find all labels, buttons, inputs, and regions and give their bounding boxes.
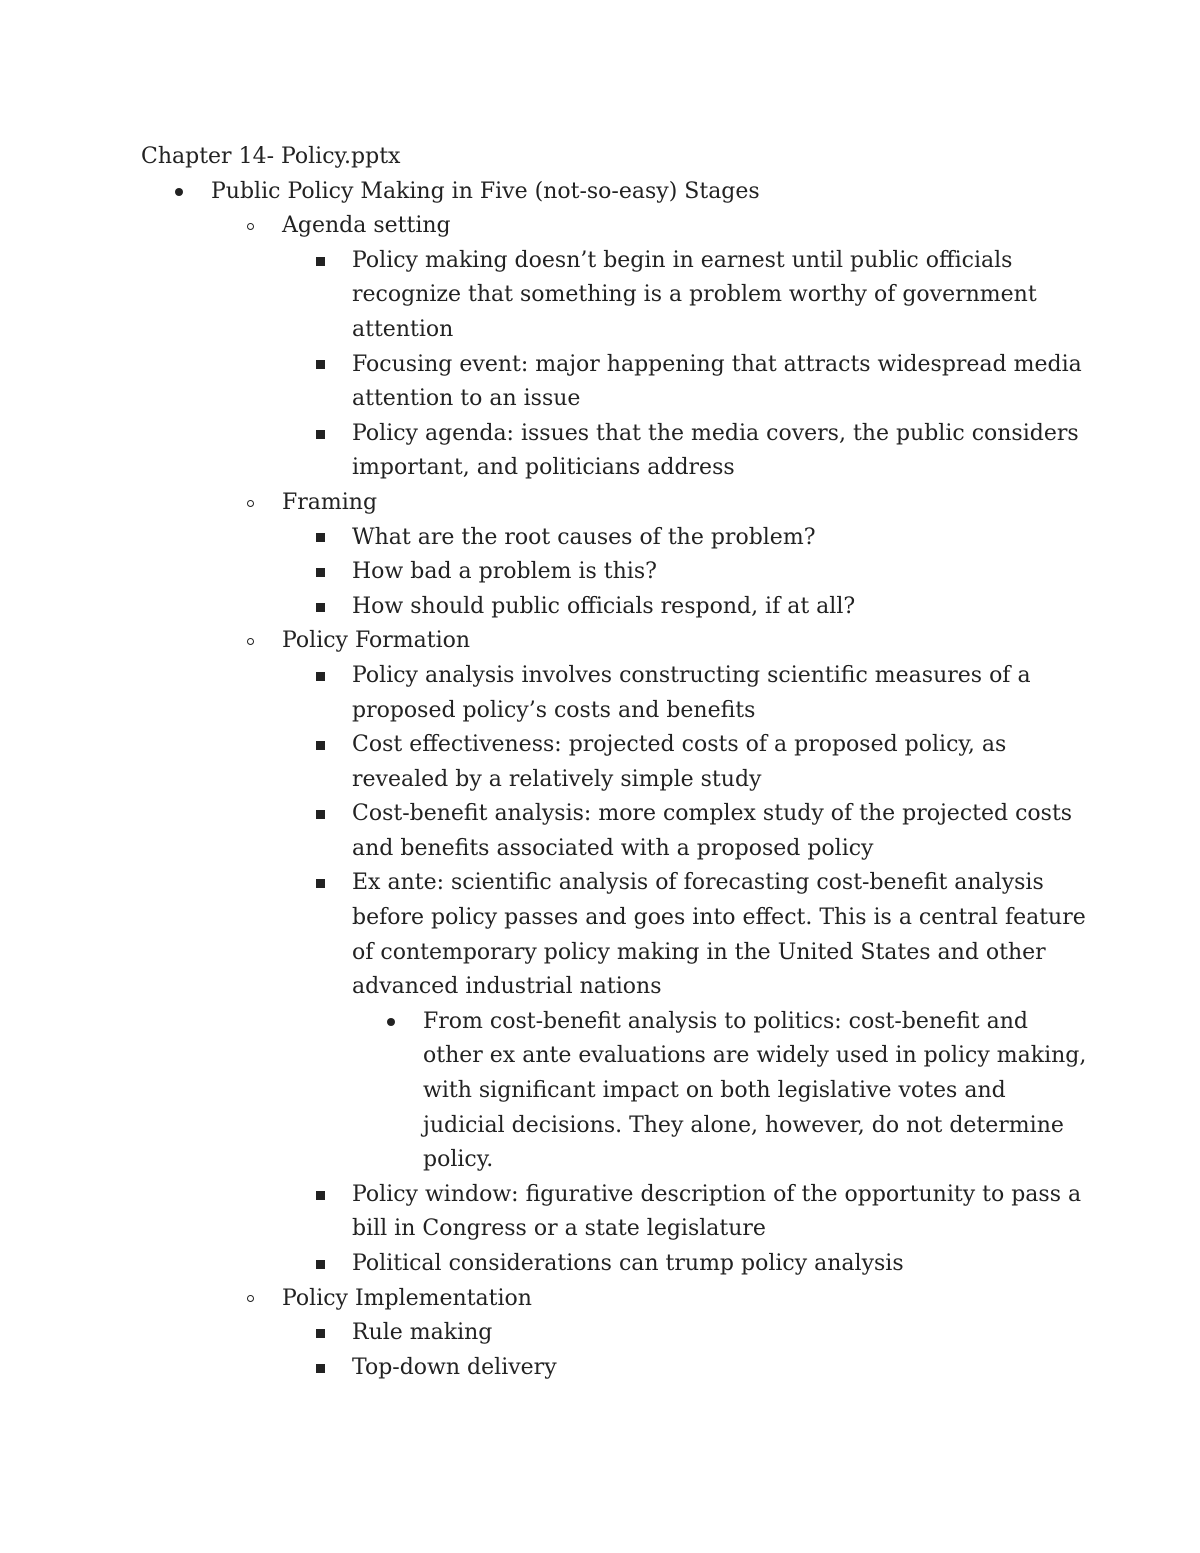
document-body (141, 140, 1091, 1385)
list-item-point (141, 728, 1091, 797)
stage-heading: Framing (282, 489, 378, 515)
list-item-point (141, 1351, 1091, 1386)
bullet-square-icon (310, 1316, 330, 1351)
list-item-point (141, 866, 1091, 1004)
list-item-point (141, 417, 1091, 486)
list-item-point (141, 1316, 1091, 1351)
list-item-point (141, 590, 1091, 625)
document-title: Chapter 14- Policy.pptx (141, 144, 401, 169)
bullet-square-icon (310, 1178, 330, 1213)
bullet-square-icon (310, 1351, 330, 1386)
bullet-square-icon (310, 244, 330, 279)
subpoint-text: From cost-benefit analysis to politics: cost-benefit and other ex ante evaluations are widely used in policy making, with significant impact on both legislative votes and judicial decisions. They alone, however, do not determine policy. (423, 1008, 1087, 1173)
point-text: Rule making (352, 1320, 493, 1346)
list-item-stage (141, 486, 1091, 521)
point-text: Cost effectiveness: projected costs of a proposed policy, as revealed by a relatively simple study (352, 732, 1007, 792)
point-text: How should public officials respond, if at all? (352, 593, 856, 619)
bullet-square-icon (310, 590, 330, 625)
bullet-square-icon (310, 728, 330, 763)
list-item-point (141, 348, 1091, 417)
point-text: Policy analysis involves constructing scientific measures of a proposed policy’s costs and benefits (352, 662, 1031, 723)
point-text: Ex ante: scientific analysis of forecasting cost-benefit analysis before policy passes and goes into effect. This is a central feature of contemporary policy making in the United States and other advanced industrial nations (352, 870, 1086, 1000)
bullet-circle-icon (240, 486, 260, 521)
point-text: How bad a problem is this? (352, 559, 657, 585)
bullet-dot-icon (381, 1005, 401, 1040)
bullet-square-icon (310, 348, 330, 383)
bullet-circle-icon (240, 209, 260, 244)
point-text: What are the root causes of the problem? (352, 524, 816, 550)
list-item-point (141, 659, 1091, 728)
stage-heading: Policy Implementation (282, 1285, 532, 1311)
point-text: Cost-benefit analysis: more complex study of the projected costs and benefits associated with a proposed policy (352, 801, 1073, 861)
list-item-point (141, 244, 1091, 348)
list-item-point (141, 555, 1091, 590)
main-item-text: Public Policy Making in Five (not-so-easy) Stages (211, 178, 760, 204)
point-text: Policy agenda: issues that the media covers, the public considers important, and politicians address (352, 420, 1079, 481)
bullet-square-icon (310, 555, 330, 590)
bullet-square-icon (310, 659, 330, 694)
list-item-point (141, 1178, 1091, 1247)
point-text: Policy window: figurative description of the opportunity to pass a bill in Congress or a state legislature (352, 1181, 1082, 1242)
point-text: Political considerations can trump policy analysis (352, 1251, 904, 1276)
bullet-square-icon (310, 417, 330, 452)
main-list (141, 175, 1091, 1386)
list-item-point (141, 797, 1091, 866)
bullet-square-icon (310, 521, 330, 556)
point-text: Top-down delivery (352, 1354, 557, 1380)
list-item-stage (141, 1282, 1091, 1317)
bullet-square-icon (310, 797, 330, 832)
list-item-stage (141, 624, 1091, 659)
bullet-circle-icon (240, 624, 260, 659)
point-text: Focusing event: major happening that attracts widespread media attention to an issue (352, 351, 1082, 412)
list-item-point (141, 1247, 1091, 1282)
bullet-square-icon (310, 1247, 330, 1282)
list-item-point (141, 521, 1091, 556)
bullet-circle-icon (240, 1282, 260, 1317)
stage-heading: Agenda setting (282, 213, 451, 239)
list-item-stage (141, 209, 1091, 244)
point-text: Policy making doesn’t begin in earnest until public officials recognize that something is a problem worthy of government attention (352, 247, 1037, 342)
list-item-main (141, 175, 1091, 210)
list-item-subpoint (141, 1005, 1091, 1178)
stage-heading: Policy Formation (282, 628, 471, 654)
bullet-square-icon (310, 866, 330, 901)
bullet-dot-icon (169, 175, 189, 210)
